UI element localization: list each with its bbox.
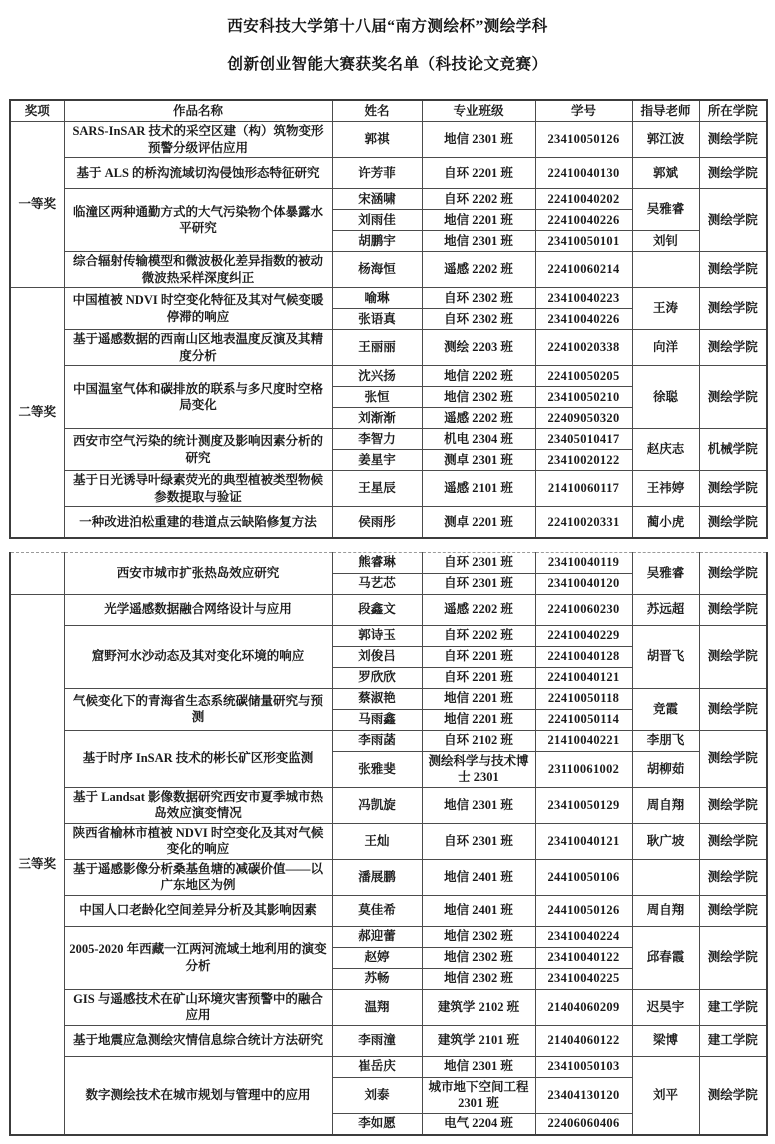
student-id-cell: 23404130120 [535, 1077, 632, 1113]
class-cell: 自环 2301 班 [422, 573, 535, 594]
college-cell: 测绘学院 [699, 507, 767, 538]
student-id-cell: 22406060406 [535, 1113, 632, 1135]
advisor-cell: 李朋飞 [632, 730, 699, 751]
table-row [10, 594, 767, 625]
class-cell: 测卓 2201 班 [422, 507, 535, 538]
college-cell: 机械学院 [699, 429, 767, 471]
student-id-cell: 23110061002 [535, 751, 632, 787]
work-title-cell: 窟野河水沙动态及其对变化环境的响应 [64, 625, 332, 688]
student-id-cell: 23410050126 [535, 122, 632, 158]
member-name-cell: 张语真 [332, 309, 422, 330]
student-id-cell: 23410040226 [535, 309, 632, 330]
table-row [10, 330, 767, 366]
table-row [10, 859, 767, 895]
member-name-cell: 刘渐渐 [332, 408, 422, 429]
table-row [10, 288, 767, 309]
member-name-cell: 王星辰 [332, 471, 422, 507]
college-cell: 测绘学院 [699, 730, 767, 787]
column-header: 专业班级 [422, 100, 535, 122]
member-name-cell: 许芳菲 [332, 158, 422, 189]
college-cell: 测绘学院 [699, 823, 767, 859]
advisor-cell: 王涛 [632, 288, 699, 330]
student-id-cell: 24410050126 [535, 895, 632, 926]
table-row [10, 366, 767, 387]
student-id-cell: 24410050106 [535, 859, 632, 895]
work-title-cell: 基于日光诱导叶绿素荧光的典型植被类型物候参数提取与验证 [64, 471, 332, 507]
member-name-cell: 李如愿 [332, 1113, 422, 1135]
class-cell: 自环 2202 班 [422, 625, 535, 646]
class-cell: 自环 2302 班 [422, 309, 535, 330]
student-id-cell: 22410050114 [535, 709, 632, 730]
college-cell: 测绘学院 [699, 288, 767, 330]
advisor-cell: 蔺小虎 [632, 507, 699, 538]
student-id-cell: 23410040223 [535, 288, 632, 309]
class-cell: 自环 2201 班 [422, 158, 535, 189]
class-cell: 城市地下空间工程 2301 班 [422, 1077, 535, 1113]
advisor-cell: 周自翔 [632, 787, 699, 823]
member-name-cell: 刘雨佳 [332, 210, 422, 231]
member-name-cell: 李智力 [332, 429, 422, 450]
advisor-cell: 徐聪 [632, 366, 699, 429]
student-id-cell: 22410040226 [535, 210, 632, 231]
member-name-cell: 郭祺 [332, 122, 422, 158]
class-cell: 自环 2301 班 [422, 823, 535, 859]
college-cell: 测绘学院 [699, 330, 767, 366]
college-cell: 测绘学院 [699, 787, 767, 823]
class-cell: 地信 2301 班 [422, 787, 535, 823]
member-name-cell: 侯雨彤 [332, 507, 422, 538]
college-cell: 测绘学院 [699, 688, 767, 730]
student-id-cell: 23410040225 [535, 968, 632, 989]
advisor-cell: 刘平 [632, 1056, 699, 1135]
college-cell: 测绘学院 [699, 252, 767, 288]
work-title-cell: 西安市城市扩张热岛效应研究 [64, 552, 332, 594]
work-title-cell: 2005-2020 年西藏一江两河流域土地利用的演变分析 [64, 926, 332, 989]
class-cell: 遥感 2202 班 [422, 594, 535, 625]
member-name-cell: 张恒 [332, 387, 422, 408]
table-row [10, 688, 767, 709]
member-name-cell: 刘泰 [332, 1077, 422, 1113]
class-cell: 地信 2201 班 [422, 688, 535, 709]
table-row [10, 1056, 767, 1077]
class-cell: 地信 2302 班 [422, 968, 535, 989]
table-row [10, 471, 767, 507]
advisor-cell: 吴雅睿 [632, 552, 699, 594]
student-id-cell: 22410050118 [535, 688, 632, 709]
advisor-cell [632, 252, 699, 288]
advisor-cell: 邱春霞 [632, 926, 699, 989]
class-cell: 自环 2102 班 [422, 730, 535, 751]
document-title-line1: 西安科技大学第十八届“南方测绘杯”测绘学科 [227, 18, 548, 35]
college-cell: 测绘学院 [699, 189, 767, 252]
student-id-cell: 23410040119 [535, 552, 632, 573]
awards-table-page1 [9, 99, 768, 539]
college-cell: 测绘学院 [699, 859, 767, 895]
college-cell: 测绘学院 [699, 366, 767, 429]
college-cell: 测绘学院 [699, 552, 767, 594]
awards-table-page2 [9, 552, 768, 1136]
member-name-cell: 赵婷 [332, 947, 422, 968]
work-title-cell: 数字测绘技术在城市规划与管理中的应用 [64, 1056, 332, 1135]
work-title-cell: SARS-InSAR 技术的采空区建（构）筑物变形预警分级评估应用 [64, 122, 332, 158]
student-id-cell: 22410040128 [535, 646, 632, 667]
advisor-cell: 吴雅睿 [632, 189, 699, 231]
award-cell: 一等奖 [10, 122, 64, 288]
table-row [10, 189, 767, 210]
table-row [10, 1025, 767, 1056]
member-name-cell: 杨海恒 [332, 252, 422, 288]
class-cell: 地信 2302 班 [422, 387, 535, 408]
student-id-cell: 23410040121 [535, 823, 632, 859]
member-name-cell: 莫佳希 [332, 895, 422, 926]
column-header: 指导老师 [632, 100, 699, 122]
class-cell: 电气 2204 班 [422, 1113, 535, 1135]
member-name-cell: 宋涵啸 [332, 189, 422, 210]
student-id-cell: 23410050103 [535, 1056, 632, 1077]
work-title-cell: 中国植被 NDVI 时空变化特征及其对气候变暖停滞的响应 [64, 288, 332, 330]
member-name-cell: 苏畅 [332, 968, 422, 989]
member-name-cell: 蔡淑艳 [332, 688, 422, 709]
advisor-cell: 梁博 [632, 1025, 699, 1056]
member-name-cell: 马雨鑫 [332, 709, 422, 730]
college-cell: 测绘学院 [699, 926, 767, 989]
student-id-cell: 22410040202 [535, 189, 632, 210]
student-id-cell: 23405010417 [535, 429, 632, 450]
member-name-cell: 潘展鹏 [332, 859, 422, 895]
member-name-cell: 刘俊吕 [332, 646, 422, 667]
member-name-cell: 崔岳庆 [332, 1056, 422, 1077]
advisor-cell: 刘钊 [632, 231, 699, 252]
class-cell: 地信 2302 班 [422, 947, 535, 968]
member-name-cell: 喻琳 [332, 288, 422, 309]
class-cell: 地信 2201 班 [422, 709, 535, 730]
work-title-cell: 西安市空气污染的统计测度及影响因素分析的研究 [64, 429, 332, 471]
college-cell: 建工学院 [699, 989, 767, 1025]
advisor-cell: 郭江波 [632, 122, 699, 158]
member-name-cell: 郭诗玉 [332, 625, 422, 646]
work-title-cell: 基于遥感影像分析桑基鱼塘的减碳价值——以广东地区为例 [64, 859, 332, 895]
advisor-cell: 苏远超 [632, 594, 699, 625]
college-cell: 测绘学院 [699, 1056, 767, 1135]
work-title-cell: 基于遥感数据的西南山区地表温度反演及其精度分析 [64, 330, 332, 366]
column-header: 所在学院 [699, 100, 767, 122]
table-row [10, 989, 767, 1025]
member-name-cell: 李雨潼 [332, 1025, 422, 1056]
college-cell: 测绘学院 [699, 625, 767, 688]
advisor-cell: 王祎婷 [632, 471, 699, 507]
table-row [10, 252, 767, 288]
student-id-cell: 22409050320 [535, 408, 632, 429]
member-name-cell: 罗欣欣 [332, 667, 422, 688]
member-name-cell: 沈兴扬 [332, 366, 422, 387]
table-row [10, 122, 767, 158]
member-name-cell: 熊睿琳 [332, 552, 422, 573]
student-id-cell: 22410040121 [535, 667, 632, 688]
work-title-cell: 基于时序 InSAR 技术的彬长矿区形变监测 [64, 730, 332, 787]
college-cell: 测绘学院 [699, 471, 767, 507]
award-cell: 三等奖 [10, 594, 64, 1135]
work-title-cell: 临潼区两种通勤方式的大气污染物个体暴露水平研究 [64, 189, 332, 252]
class-cell: 遥感 2202 班 [422, 408, 535, 429]
class-cell: 地信 2301 班 [422, 1056, 535, 1077]
table-row [10, 625, 767, 646]
table-row [10, 823, 767, 859]
work-title-cell: 中国温室气体和碳排放的联系与多尺度时空格局变化 [64, 366, 332, 429]
table-row [10, 787, 767, 823]
table-row [10, 552, 767, 573]
award-cell [10, 552, 64, 594]
student-id-cell: 22410040130 [535, 158, 632, 189]
table-row [10, 429, 767, 450]
student-id-cell: 22410020338 [535, 330, 632, 366]
member-name-cell: 马艺芯 [332, 573, 422, 594]
class-cell: 地信 2302 班 [422, 926, 535, 947]
member-name-cell: 王灿 [332, 823, 422, 859]
advisor-cell: 胡柳茹 [632, 751, 699, 787]
class-cell: 地信 2301 班 [422, 231, 535, 252]
table-row [10, 730, 767, 751]
table-row [10, 158, 767, 189]
student-id-cell: 23410050210 [535, 387, 632, 408]
student-id-cell: 21404060209 [535, 989, 632, 1025]
college-cell: 建工学院 [699, 1025, 767, 1056]
work-title-cell: 中国人口老龄化空间差异分析及其影响因素 [64, 895, 332, 926]
college-cell: 测绘学院 [699, 158, 767, 189]
college-cell: 测绘学院 [699, 895, 767, 926]
member-name-cell: 胡鹏宇 [332, 231, 422, 252]
class-cell: 自环 2202 班 [422, 189, 535, 210]
student-id-cell: 21410040221 [535, 730, 632, 751]
class-cell: 自环 2302 班 [422, 288, 535, 309]
member-name-cell: 郝迎蕾 [332, 926, 422, 947]
advisor-cell: 郭斌 [632, 158, 699, 189]
work-title-cell: 基于 Landsat 影像数据研究西安市夏季城市热岛效应演变情况 [64, 787, 332, 823]
advisor-cell: 竞霞 [632, 688, 699, 730]
header-row [10, 100, 767, 122]
student-id-cell: 22410060214 [535, 252, 632, 288]
advisor-cell: 向洋 [632, 330, 699, 366]
class-cell: 建筑学 2101 班 [422, 1025, 535, 1056]
student-id-cell: 21404060122 [535, 1025, 632, 1056]
work-title-cell: 基于地震应急测绘灾情信息综合统计方法研究 [64, 1025, 332, 1056]
column-header: 奖项 [10, 100, 64, 122]
table-row [10, 926, 767, 947]
advisor-cell: 赵庆志 [632, 429, 699, 471]
member-name-cell: 王丽丽 [332, 330, 422, 366]
student-id-cell: 23410050101 [535, 231, 632, 252]
class-cell: 地信 2401 班 [422, 859, 535, 895]
column-header: 学号 [535, 100, 632, 122]
student-id-cell: 22410040229 [535, 625, 632, 646]
class-cell: 地信 2201 班 [422, 210, 535, 231]
class-cell: 机电 2304 班 [422, 429, 535, 450]
work-title-cell: 一种改进泊松重建的巷道点云缺陷修复方法 [64, 507, 332, 538]
student-id-cell: 23410040120 [535, 573, 632, 594]
class-cell: 测绘 2203 班 [422, 330, 535, 366]
column-header: 作品名称 [64, 100, 332, 122]
class-cell: 地信 2202 班 [422, 366, 535, 387]
student-id-cell: 23410040224 [535, 926, 632, 947]
document-title-line2: 创新创业智能大赛获奖名单（科技论文竞赛） [227, 55, 548, 73]
college-cell: 测绘学院 [699, 594, 767, 625]
class-cell: 测绘科学与技术博士 2301 [422, 751, 535, 787]
advisor-cell: 耿广坡 [632, 823, 699, 859]
work-title-cell: 光学遥感数据融合网络设计与应用 [64, 594, 332, 625]
table-row [10, 507, 767, 538]
student-id-cell: 22410050205 [535, 366, 632, 387]
student-id-cell: 23410050129 [535, 787, 632, 823]
class-cell: 地信 2401 班 [422, 895, 535, 926]
work-title-cell: 基于 ALS 的桥沟流域切沟侵蚀形态特征研究 [64, 158, 332, 189]
student-id-cell: 23410020122 [535, 450, 632, 471]
work-title-cell: 综合辐射传输模型和微波极化差异指数的被动微波热采样深度纠正 [64, 252, 332, 288]
member-name-cell: 温翔 [332, 989, 422, 1025]
member-name-cell: 李雨菡 [332, 730, 422, 751]
student-id-cell: 22410020331 [535, 507, 632, 538]
member-name-cell: 冯凯旋 [332, 787, 422, 823]
student-id-cell: 22410060230 [535, 594, 632, 625]
class-cell: 遥感 2101 班 [422, 471, 535, 507]
class-cell: 遥感 2202 班 [422, 252, 535, 288]
member-name-cell: 姜星宇 [332, 450, 422, 471]
class-cell: 自环 2201 班 [422, 646, 535, 667]
class-cell: 测卓 2301 班 [422, 450, 535, 471]
table-row [10, 895, 767, 926]
class-cell: 地信 2301 班 [422, 122, 535, 158]
work-title-cell: 气候变化下的青海省生态系统碳储量研究与预测 [64, 688, 332, 730]
advisor-cell [632, 859, 699, 895]
column-header: 姓名 [332, 100, 422, 122]
class-cell: 自环 2201 班 [422, 667, 535, 688]
award-cell: 二等奖 [10, 288, 64, 538]
class-cell: 建筑学 2102 班 [422, 989, 535, 1025]
member-name-cell: 段鑫文 [332, 594, 422, 625]
work-title-cell: 陕西省榆林市植被 NDVI 时空变化及其对气候变化的响应 [64, 823, 332, 859]
advisor-cell: 胡晋飞 [632, 625, 699, 688]
work-title-cell: GIS 与遥感技术在矿山环境灾害预警中的融合应用 [64, 989, 332, 1025]
college-cell: 测绘学院 [699, 122, 767, 158]
advisor-cell: 周自翔 [632, 895, 699, 926]
advisor-cell: 迟昊宇 [632, 989, 699, 1025]
member-name-cell: 张雅斐 [332, 751, 422, 787]
student-id-cell: 23410040122 [535, 947, 632, 968]
class-cell: 自环 2301 班 [422, 552, 535, 573]
student-id-cell: 21410060117 [535, 471, 632, 507]
